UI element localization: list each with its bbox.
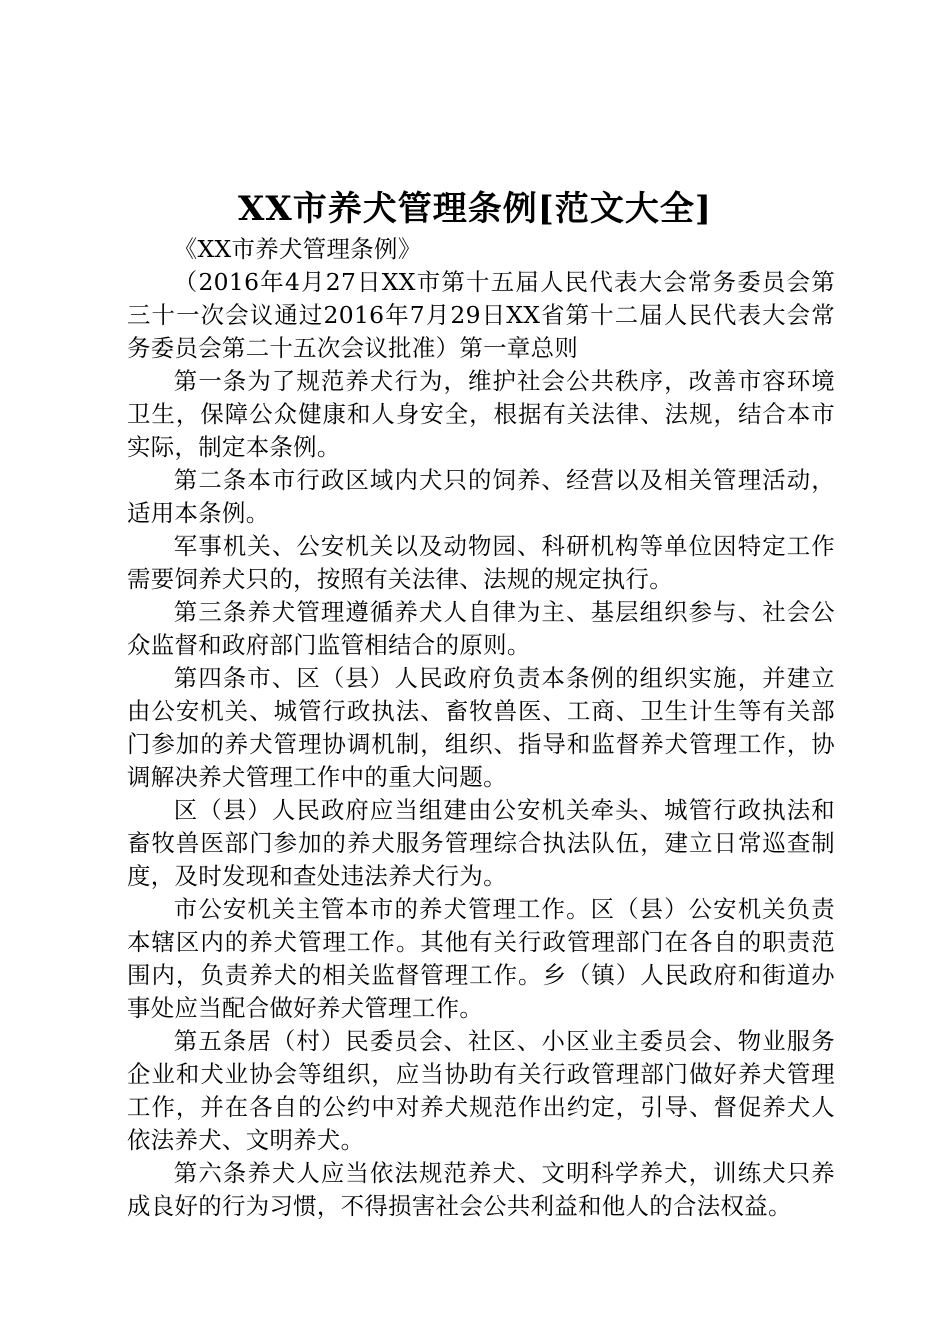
document-title: XX市养犬管理条例[范文大全] bbox=[238, 189, 712, 229]
paragraph-article-2-clause: 军事机关、公安机关以及动物园、科研机构等单位因特定工作需要饲养犬只的，按照有关法律、法规的规定执行。 bbox=[127, 532, 835, 593]
paragraph-article-4-clause-2: 区（县）人民政府应当组建由公安机关牵头、城管行政执法和畜牧兽医部门参加的养犬服务管理综合执法队伍，建立日常巡查制度，及时发现和查处违法养犬行为。 bbox=[127, 796, 835, 890]
paragraph-article-6: 第六条养犬人应当依法规范养犬、文明科学养犬，训练犬只养成良好的行为习惯，不得损害社会公共利益和他人的合法权益。 bbox=[127, 1159, 835, 1220]
paragraph-article-4: 第四条市、区（县）人民政府负责本条例的组织实施，并建立由公安机关、城管行政执法、畜牧兽医、工商、卫生计生等有关部门参加的养犬管理协调机制，组织、指导和监督养犬管理工作，协调解决养犬管理工作中的重大问题。 bbox=[127, 664, 835, 791]
document-body bbox=[127, 233, 835, 1223]
paragraph-article-2: 第二条本市行政区域内犬只的饲养、经营以及相关管理活动，适用本条例。 bbox=[127, 466, 835, 527]
paragraph-article-5: 第五条居（村）民委员会、社区、小区业主委员会、物业服务企业和犬业协会等组织，应当协助有关行政管理部门做好养犬管理工作，并在各自的公约中对养犬规范作出约定，引导、督促养犬人依法养犬、文明养犬。 bbox=[127, 1027, 835, 1154]
paragraph-article-3: 第三条养犬管理遵循养犬人自律为主、基层组织参与、社会公众监督和政府部门监管相结合的原则。 bbox=[127, 598, 835, 659]
paragraph-law-name: 《XX市养犬管理条例》 bbox=[173, 235, 422, 263]
paragraph-article-4-clause-3: 市公安机关主管本市的养犬管理工作。区（县）公安机关负责本辖区内的养犬管理工作。其他有关行政管理部门在各自的职责范围内，负责养犬的相关监督管理工作。乡（镇）人民政府和街道办事处应当配合做好养犬管理工作。 bbox=[127, 895, 835, 1022]
paragraph-article-1: 第一条为了规范养犬行为，维护社会公共秩序，改善市容环境卫生，保障公众健康和人身安全，根据有关法律、法规，结合本市实际，制定本条例。 bbox=[127, 367, 835, 461]
paragraph-adoption-note: （2016年4月27日XX市第十五届人民代表大会常务委员会第三十一次会议通过2016年7月29日XX省第十二届人民代表大会常务委员会第二十五次会议批准）第一章总则 bbox=[127, 268, 835, 362]
